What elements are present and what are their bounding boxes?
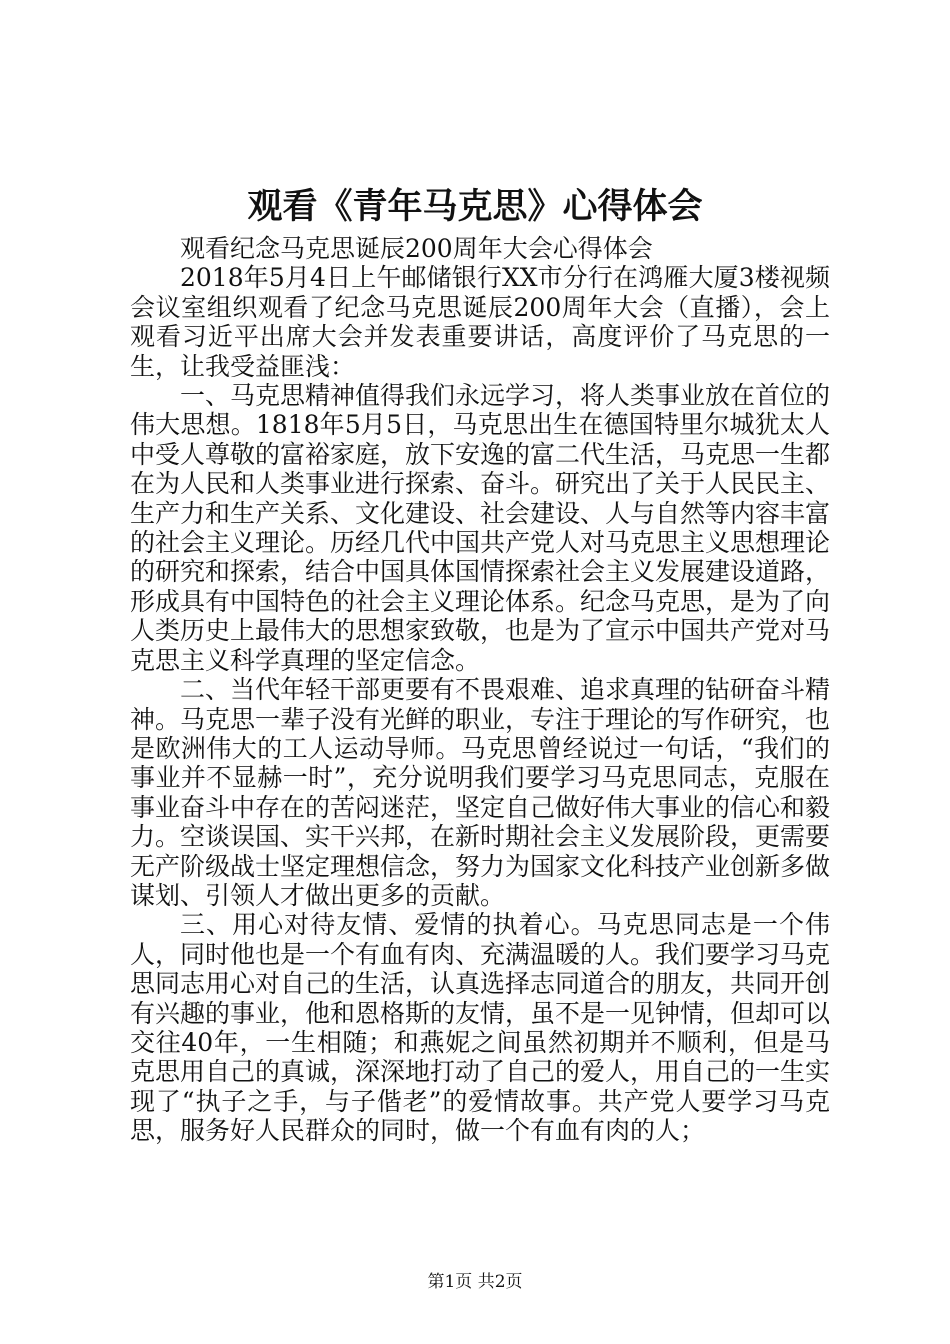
section-two-paragraph: 二、当代年轻干部更要有不畏艰难、追求真理的钻研奋斗精神。马克思一辈子没有光鲜的职业，专注于理论的写作研究，也是欧洲伟大的工人运动导师。马克思曾经说过一句话，“我们的事业并不显赫一时”，充分说明我们要学习马克思同志，克服在事业奋斗中存在的苦闷迷茫，坚定自己做好伟大事业的信心和毅力。空谈误国、实干兴邦，在新时期社会主义发展阶段，更需要无产阶级战士坚定理想信念，努力为国家文化科技产业创新多做谋划、引领人才做出更多的贡献。 — [130, 675, 831, 910]
intro-paragraph: 2018年5月4日上午邮储银行XX市分行在鸿雁大厦3楼视频会议室组织观看了纪念马克思诞辰200周年大会（直播），会上观看习近平出席大会并发表重要讲话，高度评价了马克思的一生，让我受益匪浅： — [130, 263, 830, 381]
subtitle-paragraph: 观看纪念马克思诞辰200周年大会心得体会 — [180, 234, 653, 263]
document-body — [130, 234, 830, 1146]
page-footer: 第1页 共2页 — [427, 1272, 523, 1292]
document-title: 观看《青年马克思》心得体会 — [247, 186, 703, 227]
section-three-paragraph: 三、用心对待友情、爱情的执着心。马克思同志是一个伟人，同时他也是一个有血有肉、充满温暖的人。我们要学习马克思同志用心对自己的生活，认真选择志同道合的朋友，共同开创有兴趣的事业，他和恩格斯的友情，虽不是一见钟情，但却可以交往40年，一生相随；和燕妮之间虽然初期并不顺利，但是马克思用自己的真诚，深深地打动了自己的爱人，用自己的一生实现了“执子之手，与子偕老”的爱情故事。共产党人要学习马克思，服务好人民群众的同时，做一个有血有肉的人； — [130, 910, 831, 1146]
section-one-paragraph: 一、马克思精神值得我们永远学习，将人类事业放在首位的伟大思想。1818年5月5日，马克思出生在德国特里尔城犹太人中受人尊敬的富裕家庭，放下安逸的富二代生活，马克思一生都在为人民和人类事业进行探索、奋斗。研究出了关于人民民主、生产力和生产关系、文化建设、社会建设、人与自然等内容丰富的社会主义理论。历经几代中国共产党人对马克思主义思想理论的研究和探索，结合中国具体国情探索社会主义发展建设道路，形成具有中国特色的社会主义理论体系。纪念马克思，是为了向人类历史上最伟大的思想家致敬，也是为了宣示中国共产党对马克思主义科学真理的坚定信念。 — [130, 381, 831, 675]
